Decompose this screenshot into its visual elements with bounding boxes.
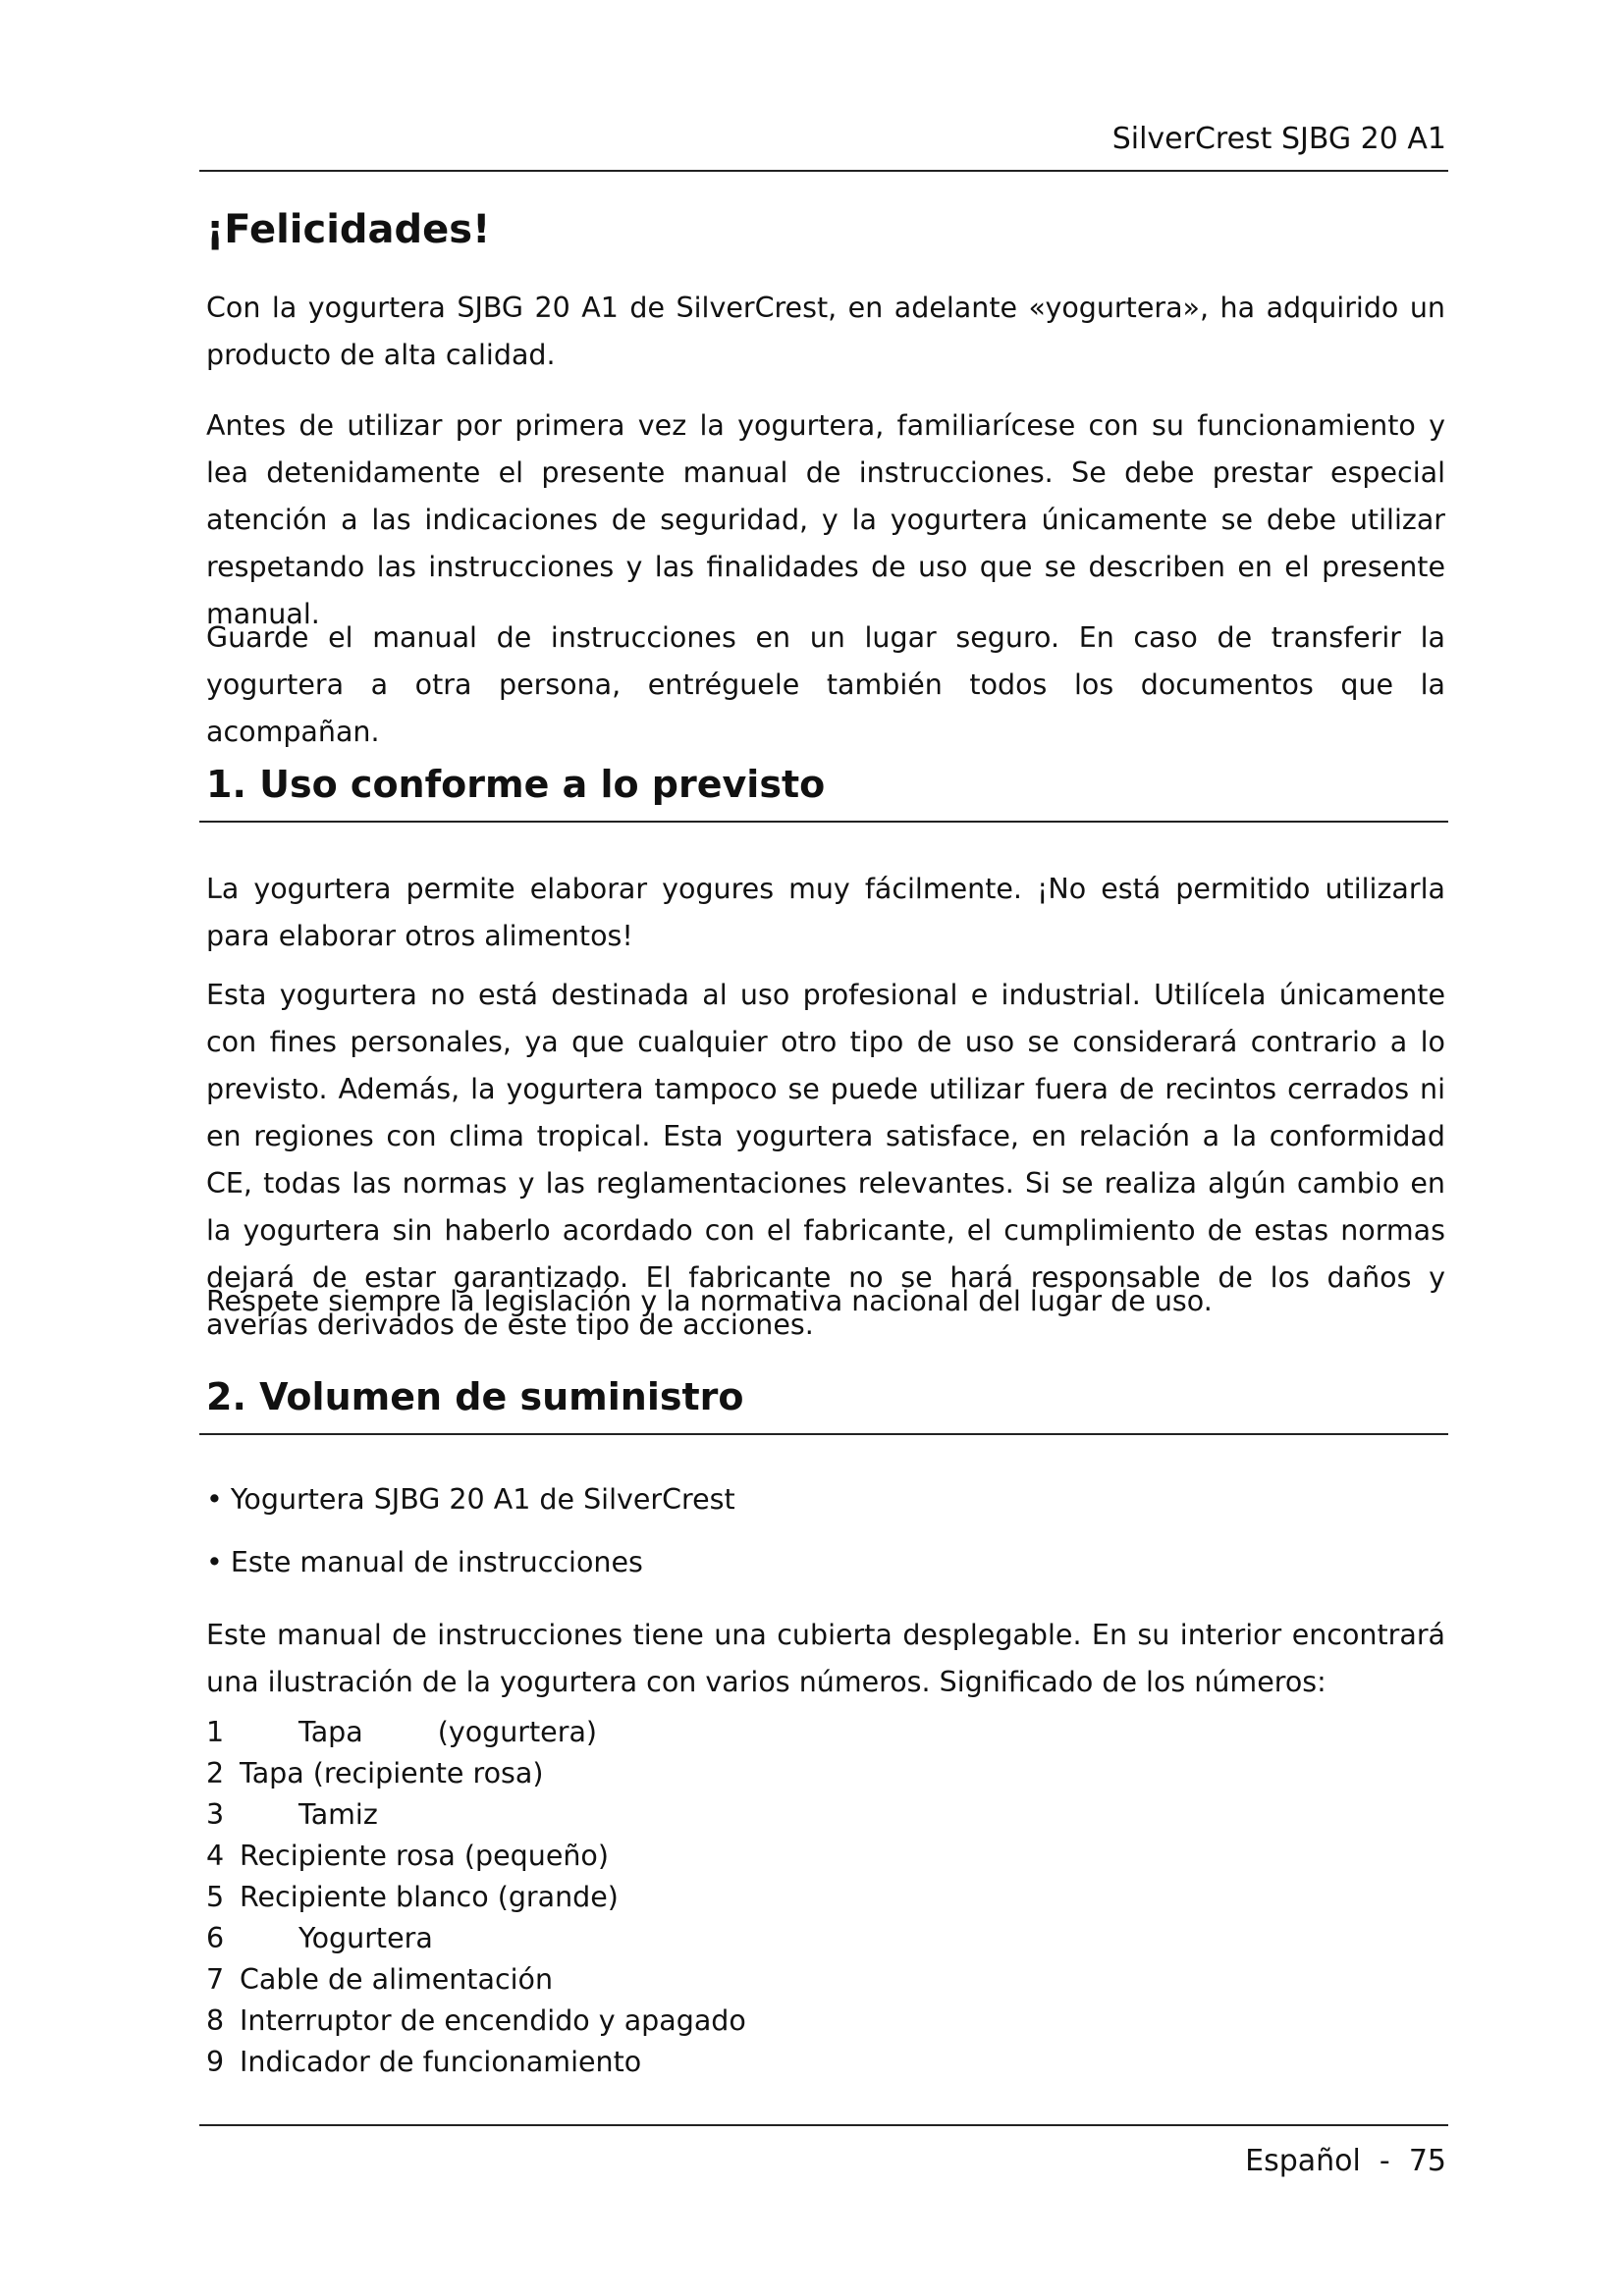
part-number: 8 — [206, 2004, 225, 2037]
part-number: 5 — [206, 1881, 225, 1913]
part-number: 7 — [206, 1963, 225, 1996]
part-number: 9 — [206, 2046, 225, 2078]
part-label: Yogurtera — [298, 1922, 433, 1954]
part-label: Recipiente blanco (grande) — [240, 1881, 619, 1913]
list-item — [206, 1712, 746, 1753]
part-label: Interruptor de encendido y apagado — [240, 2004, 746, 2037]
bullet-dot-icon: • — [206, 1546, 223, 1578]
part-label: Tamiz — [298, 1798, 378, 1831]
page-number: Español - 75 — [1245, 2144, 1446, 2178]
part-label: Tapa (recipiente rosa) — [240, 1757, 544, 1789]
list-item — [206, 1836, 746, 1877]
header-rule — [199, 170, 1448, 172]
header-title: SilverCrest SJBG 20 A1 — [1111, 122, 1446, 156]
list-item — [206, 2001, 746, 2042]
part-number: 4 — [206, 1840, 225, 1872]
part-label: Tapa — [298, 1716, 363, 1748]
list-item — [206, 1753, 746, 1794]
part-number: 6 — [206, 1922, 225, 1954]
bullet-text: Este manual de instrucciones — [230, 1546, 643, 1578]
part-label-extra: (yogurtera) — [437, 1716, 598, 1748]
list-item — [206, 1959, 746, 2001]
part-number: 1 — [206, 1716, 225, 1748]
parts-list — [206, 1712, 746, 2083]
part-label: Cable de alimentación — [240, 1963, 554, 1996]
part-number: 3 — [206, 1798, 225, 1831]
intro-paragraph-2: Antes de utilizar por primera vez la yogurtera, familiarícese con su funcionamiento y lea detenidamente el presente manual de instrucciones. Se debe prestar especial atención a las indicaciones de seguridad, y la yogurtera únicamente se debe utilizar respetando las instrucciones y las finalidades de uso que se describen en el presente manual. — [206, 409, 1445, 630]
list-item — [206, 2042, 746, 2083]
part-label: Indicador de funcionamiento — [240, 2046, 642, 2078]
intro-heading: ¡Felicidades! — [206, 207, 491, 252]
section-1-paragraph-3: Respete siempre la legislación y la normativa nacional del lugar de uso. — [206, 1285, 1213, 1317]
section-1-paragraph-2: Esta yogurtera no está destinada al uso profesional e industrial. Utilícela únicamente con fines personales, ya que cualquier otro tipo de uso se considerará contrario a lo previsto. Además, la yogurtera tampoco se puede utilizar fuera de recintos cerrados ni en regiones con clima tropical. Esta yogurtera satisface, en relación a la conformidad CE, todas las normas y las reglamentaciones relevantes. Si se realiza algún cambio en la yogurtera sin haberlo acordado con el fabricante, el cumplimiento de estas normas dejará de estar garantizado. El fabricante no se hará responsable de los daños y averías derivados de este tipo de acciones. — [206, 979, 1445, 1341]
part-number: 2 — [206, 1757, 225, 1789]
list-item — [206, 1794, 746, 1836]
section-1-heading: 1. Uso conforme a lo previsto — [206, 763, 826, 806]
section-2-heading: 2. Volumen de suministro — [206, 1375, 744, 1418]
bullet-text: Yogurtera SJBG 20 A1 de SilverCrest — [230, 1483, 735, 1516]
bullet-item-2 — [206, 1543, 643, 1582]
bullet-dot-icon: • — [206, 1483, 223, 1516]
intro-paragraph-1: Con la yogurtera SJBG 20 A1 de SilverCrest, en adelante «yogurtera», ha adquirido un producto de alta calidad. — [206, 292, 1445, 371]
intro-paragraph-3: Guarde el manual de instrucciones en un lugar seguro. En caso de transferir la yogurtera a otra persona, entréguele también todos los documentos que la acompañan. — [206, 621, 1445, 748]
bullet-item-1 — [206, 1480, 735, 1520]
section-2-rule — [199, 1433, 1448, 1435]
section-1-rule — [199, 821, 1448, 823]
section-2-paragraph: Este manual de instrucciones tiene una cubierta desplegable. En su interior encontrará una ilustración de la yogurtera con varios números. Significado de los números: — [206, 1619, 1445, 1698]
footer-rule — [199, 2124, 1448, 2126]
list-item — [206, 1918, 746, 1959]
section-1-paragraph-1: La yogurtera permite elaborar yogures muy fácilmente. ¡No está permitido utilizarla para elaborar otros alimentos! — [206, 873, 1445, 952]
list-item — [206, 1877, 746, 1918]
part-label: Recipiente rosa (pequeño) — [240, 1840, 609, 1872]
